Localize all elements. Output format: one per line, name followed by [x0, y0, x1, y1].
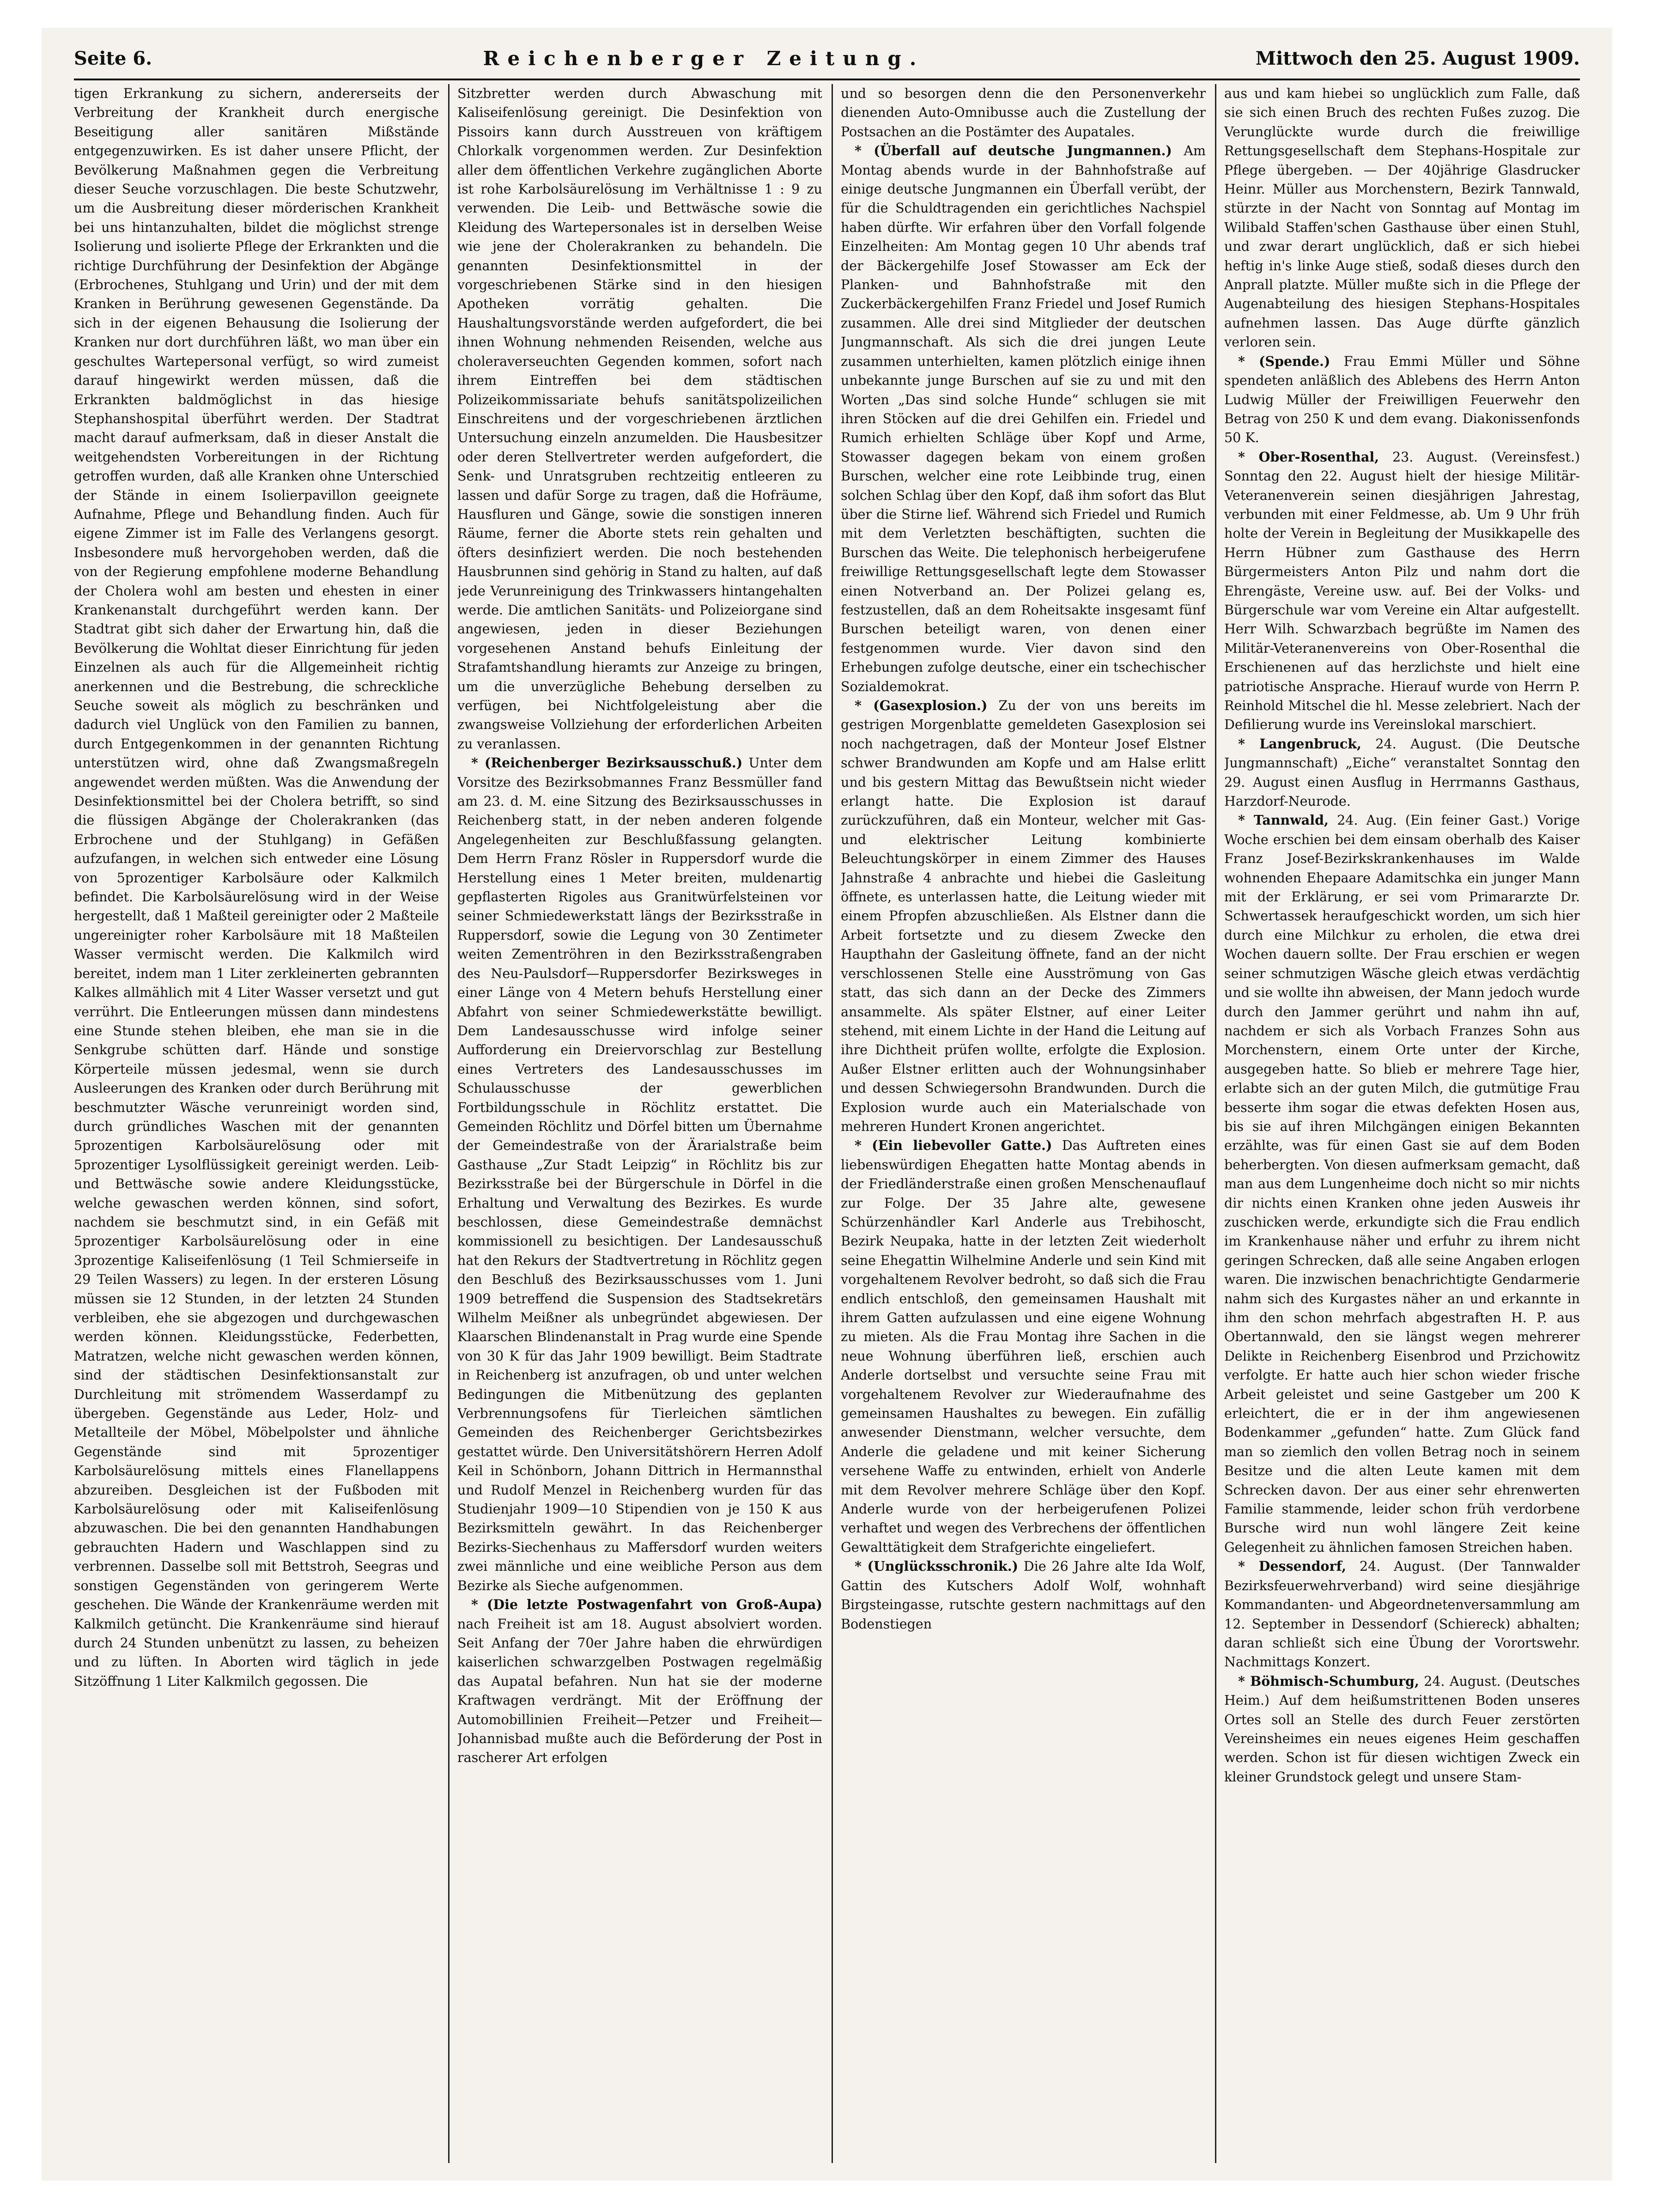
article-heading: * (Die letzte Postwagenfahrt von Groß-Aupa)	[471, 1597, 822, 1613]
column-4	[1224, 84, 1580, 2163]
article-heading: * Tannwald,	[1238, 812, 1329, 828]
article-text: nach Freiheit ist am 18. August absolviert worden. Seit Anfang der 70er Jahre haben die ehrwürdigen kaiserlichen schwarzgelben Postwagen regelmäßig das Aupatal befahren. Nun hat sie der moderne Kraftwagen verdrängt. Mit der Eröffnung der Automobillinien Freiheit—Petzer und Freiheit—Johannisbad mußte auch die Beförderung der Post in rascherer Art erfolgen	[457, 1616, 822, 1766]
article-text: 24. Aug. (Ein feiner Gast.) Vorige Woche erschien bei dem einsam oberhalb des Kaiser Franz Josef-Bezirkskrankenhauses im Walde wohnenden Ehepaare Adamitschka ein junger Mann mit der Erklärung, er sei vom Primararzte Dr. Schwertassek heraufgeschickt worden, um sich hier durch eine Milchkur zu erholen, die etwa drei Wochen dauern sollte. Der Frau erschien er wegen seiner schmutzigen Wäsche gleich etwas verdächtig und sie wollte ihn abweisen, der Mann jedoch wurde durch den Jammer gerührt und nahm ihn auf, nachdem er sich als Vorbach Franzes Sohn aus Morchenstern, einem Orte unter der Kirche, ausgegeben hatte. So blieb er mehrere Tage hier, erlabte sich an der guten Milch, die gutmütige Frau besserte ihm sogar die etwas defekten Hosen aus, bis sie auf ihren Milchgängen einigen Bekannten erzählte, was für einen Gast sie auf dem Boden beherbergten. Von diesen aufmerksam gemacht, daß man aus dem Lungenheime doch nicht so mir nichts dir nichts einen Kranken ohne jeden Ausweis ihr zuschicken werde, erkundigte sich die Frau endlich im Krankenhause näher und erfuhr zu ihrem nicht geringen Schrecken, daß alle seine Angaben erlogen waren. Die inzwischen benachrichtigte Gendarmerie nahm sich des Kurgastes näher an und erkannte in ihm den schon mehrfach abgestraften H. P. aus Obertannwald, den sie längst wegen mehrerer Delikte in Reichenberg Eisenbrod und Przichowitz verfolgte. Er hatte auch hier schon wieder frische Arbeit geleistet und seine Gastgeber um 200 K erleichtert, die er in der ihm angewiesenen Bodenkammer „gefunden“ hatte. Zum Glück fand man so ziemlich den vollen Betrag noch in seinem Besitze und die alten Leute kamen mit dem Schrecken davon. Der aus einer sehr ehrenwerten Familie stammende, leider schon früh verdorbene Bursche wird nun wohl längere Zeit keine Gelegenheit zu ähnlichen famosen Streichen haben.	[1224, 813, 1580, 1555]
article-text: aus und kam hiebei so unglücklich zum Falle, daß sie sich einen Bruch des rechten Fußes zuzog. Die Verunglückte wurde durch die freiwillige Rettungsgesellschaft dem Stephans-Hospitale zur Pflege übergeben. — Der 40jährige Glasdrucker Heinr. Müller aus Morchenstern, Bezirk Tannwald, stürzte in der Nacht von Sonntag auf Montag im Wilibald Staffen'schen Gasthause über einen Stuhl, und zwar derart unglücklich, daß er sich hiebei heftig in's linke Auge stieß, sodaß dieses durch den Anprall platzte. Müller mußte sich in die Pflege der Augenabteilung des hiesigen Stephans-Hospitales aufnehmen lassen. Das Auge dürfte gänzlich verloren sein.	[1224, 86, 1580, 350]
article-paragraph	[1224, 84, 1580, 352]
column-divider	[448, 84, 449, 2163]
article-text: und so besorgen denn die den Personenverkehr dienenden Auto-Omnibusse auch die Zustellung der Postsachen an die Postämter des Aupatales.	[841, 86, 1206, 140]
article-heading: * (Reichenberger Bezirksausschuß.)	[471, 755, 743, 771]
article-paragraph	[841, 84, 1206, 141]
article-paragraph	[1224, 1672, 1580, 1787]
article-heading: * Dessendorf,	[1238, 1558, 1347, 1574]
column-1	[74, 84, 439, 2163]
article-text: 24. August. (Die Deutsche Jungmannschaft) „Eiche“ veranstaltet Sonntag den 29. August einen Ausflug in Herrmanns Gasthaus, Harzdorf-Neurode.	[1224, 736, 1580, 809]
article-text: Sitzbretter werden durch Abwaschung mit Kaliseifenlösung gereinigt. Die Desinfektion von Pissoirs kann durch Ausstreuen von kräftigem Chlorkalk vorgenommen werden. Zur Desinfektion aller dem öffentlichen Verkehre zugänglichen Aborte ist rohe Karbolsäurelösung im Verhältnisse 1 : 9 zu verwenden. Die Leib- und Bettwäsche sowie die Kleidung des Wartepersonales ist in derselben Weise wie jene der Cholerakranken zu behandeln. Die genannten Desinfektionsmittel in der vorgeschriebenen Stärke sind in den hiesigen Apotheken vorrätig gehalten. Die Haushaltungsvorstände werden aufgefordert, die bei ihnen Wohnung nehmenden Reisenden, welche aus choleraverseuchten Gegenden kommen, sofort nach ihrem Eintreffen bei dem städtischen Polizeikommissariate behufs sanitätspolizeilichen Einschreitens und der vorgeschriebenen ärztlichen Untersuchung einzeln anzumelden. Die Hausbesitzer oder deren Stellvertreter werden aufgefordert, die Senk- und Unratsgruben rechtzeitig entleeren zu lassen und dafür Sorge zu tragen, daß die Hofräume, Hausfluren und Gänge, sowie die sonstigen inneren Räume, ferner die Aborte stets rein gehalten und öfters desinfiziert werden. Die noch bestehenden Hausbrunnen sind gehörig in Stand zu halten, auf daß jede Verunreinigung des Trinkwassers hintangehalten werde. Die amtlichen Sanitäts- und Polizeiorgane sind angewiesen, jeden in dieser Beziehungen vorgesehenen Anstand behufs Einleitung der Strafamtshandlung hieramts zur Anzeige zu bringen, um die unverzügliche Behebung derselben zu verfügen, bei Nichtfolgeleistung aber die zwangsweise Vollziehung der erforderlichen Arbeiten zu veranlassen.	[457, 86, 822, 752]
article-paragraph	[457, 84, 822, 754]
column-2	[457, 84, 822, 2163]
article-heading: * (Überfall auf deutsche Jungmannen.)	[855, 143, 1172, 159]
article-text: Die 26 Jahre alte Ida Wolf, Gattin des Kutschers Adolf Wolf, wohnhaft Birgsteingasse, rutschte gestern nachmittags auf den Bodenstiegen	[841, 1559, 1206, 1632]
article-text: Frau Emmi Müller und Söhne spendeten anläßlich des Ablebens des Herrn Anton Ludwig Müller der Freiwilligen Feuerwehr den Betrag von 250 K und dem evang. Diakonissenfonds 50 K.	[1224, 353, 1580, 446]
article-paragraph	[841, 1136, 1206, 1557]
article-paragraph	[1224, 1557, 1580, 1671]
article-heading: * (Unglücksschronik.)	[855, 1558, 1019, 1574]
article-text: Das Auftreten eines liebenswürdigen Ehegatten hatte Montag abends in der Friedländerstraße einen großen Menschenauflauf zur Folge. Der 35 Jahre alte, gewesene Schürzenhändler Karl Anderle aus Trebihoscht, Bezirk Neupaka, hatte in der letzten Zeit wiederholt seine Ehegattin Wilhelmine Anderle und sein Kind mit vorgehaltenem Revolver bedroht, so daß sich die Frau endlich entschloß, den gemeinsamen Haushalt mit ihrem Gatten aufzulassen und eine eigene Wohnung zu mieten. Als die Frau Montag ihre Sachen in die neue Wohnung überführen ließ, erschien auch Anderle dortselbst und versuchte seine Frau mit vorgehaltenem Revolver zur Wiederaufnahme des gemeinsamen Haushaltes zu bewegen. Ein zufällig anwesender Dienstmann, welcher versuchte, dem Anderle die geladene und mit keiner Sicherung versehene Waffe zu entwinden, erhielt von Anderle mit dem Revolver mehrere Schläge über den Kopf. Anderle wurde von der herbeigerufenen Polizei verhaftet und wegen des Verbrechens der öffentlichen Gewalttätigkeit dem Strafgerichte eingeliefert.	[841, 1138, 1206, 1555]
article-paragraph	[841, 696, 1206, 1136]
article-paragraph	[841, 141, 1206, 696]
column-3	[841, 84, 1206, 2163]
column-divider	[1215, 84, 1216, 2163]
page-number: Seite 6.	[74, 47, 152, 69]
article-heading: * (Spende.)	[1238, 353, 1330, 369]
newspaper-page	[42, 28, 1612, 2181]
article-text: 24. August. (Deutsches Heim.) Auf dem heißumstrittenen Boden unseres Ortes soll an Stelle des durch Feuer zerstörten Vereinsheimes ein neues eigenes Heim geschaffen werden. Schon ist für diesen wichtigen Zweck ein kleiner Grundstock gelegt und unsere Stam-	[1224, 1673, 1580, 1785]
column-divider	[832, 84, 833, 2163]
article-heading: * Ober-Rosenthal,	[1238, 449, 1379, 465]
article-text: Unter dem Vorsitze des Bezirksobmannes Franz Bessmüller fand am 23. d. M. eine Sitzung des Bezirksausschusses in Reichenberg statt, in der neben anderen folgende Angelegenheiten zur Beschlußfassung gelangten. Dem Herrn Franz Rösler in Ruppersdorf wurde die Herstellung eines 1 Meter breiten, muldenartig gepflasterten Rigoles aus Granitwürfelsteinen vor seiner Schmiedewerkstatt längs der Bezirksstraße in Ruppersdorf, sowie die Legung von 30 Zentimeter weiten Zementröhren in den Bezirksstraßengraben des Neu-Paulsdorf—Ruppersdorfer Bezirksweges in einer Länge von 4 Metern behufs Herstellung einer Abfahrt von seiner Schmiedewerkstätte bewilligt. Dem Landesausschusse wird infolge seiner Aufforderung ein Dreiervorschlag zur Bestellung eines Vertreters des Landesausschusses im Schulausschusse der gewerblichen Fortbildungsschule in Röchlitz erstattet. Die Gemeinden Röchlitz und Dörfel bitten um Übernahme der Gemeindestraße von der Ärarialstraße beim Gasthause „Zur Stadt Leipzig“ in Röchlitz bis zur Bezirksstraße bei der Bürgerschule in Dörfel in die Erhaltung und Verwaltung des Bezirkes. Es wurde beschlossen, diese Gemeindestraße demnächst kommissionell zu besichtigen. Der Landesausschuß hat den Rekurs der Stadtvertretung in Röchlitz gegen den Beschluß des Bezirksausschusses vom 1. Juni 1909 betreffend die Suspension des Stadtsekretärs Wilhelm Meißner als unbegründet abgewiesen. Der Klaarschen Blindenanstalt in Prag wurde eine Spende von 30 K für das Jahr 1909 bewilligt. Beim Stadtrate in Reichenberg ist anzufragen, ob und unter welchen Bedingungen die Mitbenützung des geplanten Verbrennungsofens für Tierleichen sämtlichen Gemeinden des Reichenberger Gerichtsbezirkes gestattet würde. Den Universitätshörern Herren Adolf Keil in Schönborn, Johann Dittrich in Hermannsthal und Rudolf Menzel in Reichenberg wurden für das Studienjahr 1909—10 Stipendien von je 150 K aus Bezirksmitteln gewährt. In das Reichenberger Bezirks-Siechenhaus zu Maffersdorf wurden weiters zwei männliche und eine weibliche Person aus dem Bezirke als Sieche aufgenommen.	[457, 755, 822, 1593]
article-heading: * (Gasexplosion.)	[855, 698, 988, 713]
article-paragraph	[1224, 811, 1580, 1557]
article-paragraph	[1224, 735, 1580, 811]
article-heading: * (Ein liebevoller Gatte.)	[855, 1137, 1052, 1154]
article-paragraph	[1224, 352, 1580, 448]
article-paragraph	[1224, 448, 1580, 735]
article-text: 24. August. (Der Tannwalder Bezirksfeuerwehrverband) wird seine diesjährige Kommandanten- und Abgeordnetenversammlung am 12. September in Dessendorf (Schiereck) abhalten; daran schließt sich eine Übung der Vorortswehr. Nachmittags Konzert.	[1224, 1559, 1580, 1670]
article-heading: * Böhmisch-Schumburg,	[1238, 1673, 1419, 1689]
article-text: tigen Erkrankung zu sichern, andererseits der Verbreitung der Krankheit durch energische Beseitigung aller sanitären Mißstände entgegenzuwirken. Es ist daher unsere Pflicht, der Bevölkerung Maßnahmen gegen die Verbreitung dieser Seuche vorzuschlagen. Die beste Schutzwehr, um die Ausbreitung dieser mörderischen Krankheit bei uns hintanzuhalten, bildet die möglichst strenge Isolierung und isolierte Pflege der Erkrankten und die richtige Durchführung der Desinfektion der Abgänge (Erbrochenes, Stuhlgang und Urin) und der mit dem Kranken in Berührung gewesenen Gegenstände. Da sich in der eigenen Behausung die Isolierung der Kranken nur dort durchführen läßt, wo man über ein geschultes Wartepersonal verfügt, so wird zumeist darauf hingewirkt werden müssen, daß die Erkrankten baldmöglichst in das hiesige Stephanshospital überführt werden. Der Stadtrat macht darauf aufmerksam, daß in dieser Anstalt die weitgehendsten Vorbereitungen in der Richtung getroffen wurden, daß alle Kranken ohne Unterschied der Stände in einem Isolierpavillon geeignete Aufnahme, Pflege und Behandlung finden. Auch für eigene Zimmer ist im Falle des Verlangens gesorgt. Insbesondere muß hervorgehoben werden, daß die von der Regierung empfohlene moderne Behandlung der Cholera wohl am besten und ehesten in einer Krankenanstalt durchgeführt werden kann. Der Stadtrat gibt sich daher der Erwartung hin, daß die Bevölkerung die Wohltat dieser Einrichtung für jeden Einzelnen als auch für die Allgemeinheit richtig anerkennen und die Bestrebung, die schreckliche Seuche soweit als möglich zu beschränken und dadurch viel Unglück von den Familien zu bannen, durch Entgegenkommen in der genannten Richtung unterstützen wird, ohne daß Zwangsmaßregeln angewendet werden müßten. Was die Anwendung der Desinfektionsmittel bei der Cholera betrifft, so sind die flüssigen Abgänge der Cholerakranken (das Erbrochene und der Stuhlgang) in Gefäßen aufzufangen, in welchen sich entweder eine Lösung von 5prozentiger Karbolsäure oder Kalkmilch befindet. Die Karbolsäurelösung wird in der Weise hergestellt, daß 1 Maßteil gereinigter oder 2 Maßteile ungereinigter roher Karbolsäure mit 18 Maßteilen Wasser vermischt werden. Die Kalkmilch wird bereitet, indem man 1 Liter zerkleinerten gebrannten Kalkes allmählich mit 4 Liter Wasser versetzt und gut verrührt. Die Entleerungen müssen dann mindestens eine Stunde stehen bleiben, ehe man sie in die Senkgrube schütten darf. Hände und sonstige Körperteile müssen jedesmal, wenn sie durch Ausleerungen des Kranken oder durch Berührung mit beschmutzter Wäsche verunreinigt worden sind, durch gründliches Waschen mit der genannten 5prozentigen Karbolsäurelösung oder mit 5prozentiger Lysolflüssigkeit gereinigt werden. Leib- und Bettwäsche sowie andere Kleidungsstücke, welche gewaschen werden können, sind sofort, nachdem sie beschmutzt sind, in ein Gefäß mit 5prozentiger Karbolsäurelösung oder in eine 3prozentige Kaliseifenlösung (1 Teil Schmierseife in 29 Teilen Wassers) zu legen. In der ersteren Lösung müssen sie 12 Stunden, in der letzten 24 Stunden verbleiben, ehe sie abgezogen und durchgewaschen werden können. Kleidungsstücke, Federbetten, Matratzen, welche nicht gewaschen werden können, sind der städtischen Desinfektionsanstalt zur Durchleitung mit strömendem Wasserdampf zu übergeben. Gegenstände aus Leder, Holz- und Metallteile der Möbel, Möbelpolster und ähnliche Gegenstände sind mit 5prozentiger Karbolsäurelösung mittels eines Flanellappens abzureiben. Desgleichen ist der Fußboden mit Karbolsäurelösung oder mit Kaliseifenlösung abzuwaschen. Die bei den genannten Handhabungen gebrauchten Hadern und Waschlappen sind zu verbrennen. Dasselbe soll mit Bettstroh, Seegras und sonstigen Gegenständen von geringerem Werte geschehen. Die Wände der Krankenräume werden mit Kalkmilch getüncht. Die Krankenräume sind hierauf durch 24 Stunden unbenützt zu lassen, zu beheizen und zu lüften. In Aborten wird täglich in jede Sitzöffnung 1 Liter Kalkmilch gegossen. Die	[74, 86, 439, 1689]
article-paragraph	[457, 754, 822, 1595]
article-paragraph	[74, 84, 439, 1691]
newspaper-title: Reichenberger Zeitung.	[483, 47, 925, 70]
masthead	[74, 38, 1580, 80]
article-paragraph	[841, 1557, 1206, 1634]
article-text: Zu der von uns bereits im gestrigen Morgenblatte gemeldeten Gasexplosion sei noch nachgetragen, daß der Monteur Josef Elstner schwer Brandwunden am Kopfe und am Halse erlitt und bis gestern Mittag das Bewußtsein nicht wieder erlangt hatte. Die Explosion ist darauf zurückzuführen, daß ein Monteur, welcher mit Gas- und elektrischer Leitung kombinierte Beleuchtungskörper in einem Zimmer des Hauses Jahnstraße 4 anbrachte und hiebei die Gasleitung öffnete, es unterlassen hatte, die Leitung wieder mit einem Pfropfen abzuschließen. Als Elstner dann die Arbeit fortsetzte und zu diesem Zwecke den Haupthahn der Gasleitung öffnete, fand an der nicht verschlossenen Stelle eine Ausströmung von Gas statt, das sich dann an der Decke des Zimmers ansammelte. Als später Elstner, auf einer Leiter stehend, mit einem Lichte in der Hand die Leitung auf ihre Dichtheit prüfen wollte, erfolgte die Explosion. Außer Elstner erlitten auch der Wohnungsinhaber und dessen Schwiegersohn Brandwunden. Durch die Explosion wurde auch ein Materialschade von mehreren Hundert Kronen angerichtet.	[841, 698, 1206, 1134]
article-paragraph	[457, 1595, 822, 1768]
article-heading: * Langenbruck,	[1238, 735, 1361, 752]
article-text: Am Montag abends wurde in der Bahnhofstraße auf einige deutsche Jungmannen ein Überfall verübt, der für die Schuldtragenden ein gerichtliches Nachspiel haben dürfte. Wir erfahren über den Vorfall folgende Einzelheiten: Am Montag gegen 10 Uhr abends traf der Bäckergehilfe Josef Stowasser am Eck der Planken- und Bahnhofstraße mit den Zuckerbäckergehilfen Franz Friedel und Josef Rumich zusammen. Alle drei sind Mitglieder der deutschen Jungmannschaft. Als sich die drei jungen Leute zusammen unterhielten, kamen plötzlich einige ihnen unbekannte junge Burschen auf sie zu und mit den Worten „Das sind solche Hunde“ schlugen sie mit ihren Stöcken auf die drei Gehilfen ein. Friedel und Rumich erhielten Schläge über Kopf und Arme, Stowasser dagegen bekam von einem großen Burschen, welcher eine rote Leibbinde trug, einen solchen Schlag über den Kopf, daß ihm sofort das Blut über die Stirne lief. Während sich Friedel und Rumich mit dem Verletzten beschäftigten, suchten die Burschen das Weite. Die telephonisch herbeigerufene freiwillige Rettungsgesellschaft legte dem Stowasser einen Notverband an. Der Polizei gelang es, festzustellen, daß an dem Roheitsakte insgesamt fünf Burschen beteiligt waren, von denen einer festgenommen wurde. Vier davon sind den Erhebungen zufolge deutsche, einer ein tschechischer Sozialdemokrat.	[841, 143, 1206, 694]
article-text: 23. August. (Vereinsfest.) Sonntag den 22. August hielt der hiesige Militär-Veteranenverein seinen diesjährigen Jahrestag, verbunden mit einer Feldmesse, ab. Um 9 Uhr früh holte der Verein in Begleitung der Musikkapelle des Herrn Hübner zum Gasthause des Herrn Bürgermeisters Anton Pilz und nahm dort die Ehrengäste, Vereine usw. auf. Bei der Volks- und Bürgerschule war vom Vereine ein Altar aufgestellt. Herr Wilh. Schwarzbach begrüßte im Namen des Militär-Veteranenvereins von Ober-Rosenthal die Erschienenen auf das herzlichste und hielt eine patriotische Ansprache. Hierauf wurde von Herrn P. Reinhold Mitschel die hl. Messe zelebriert. Nach der Defilierung wurde ins Vereinslokal marschiert.	[1224, 449, 1580, 733]
issue-date: Mittwoch den 25. August 1909.	[1255, 47, 1580, 69]
